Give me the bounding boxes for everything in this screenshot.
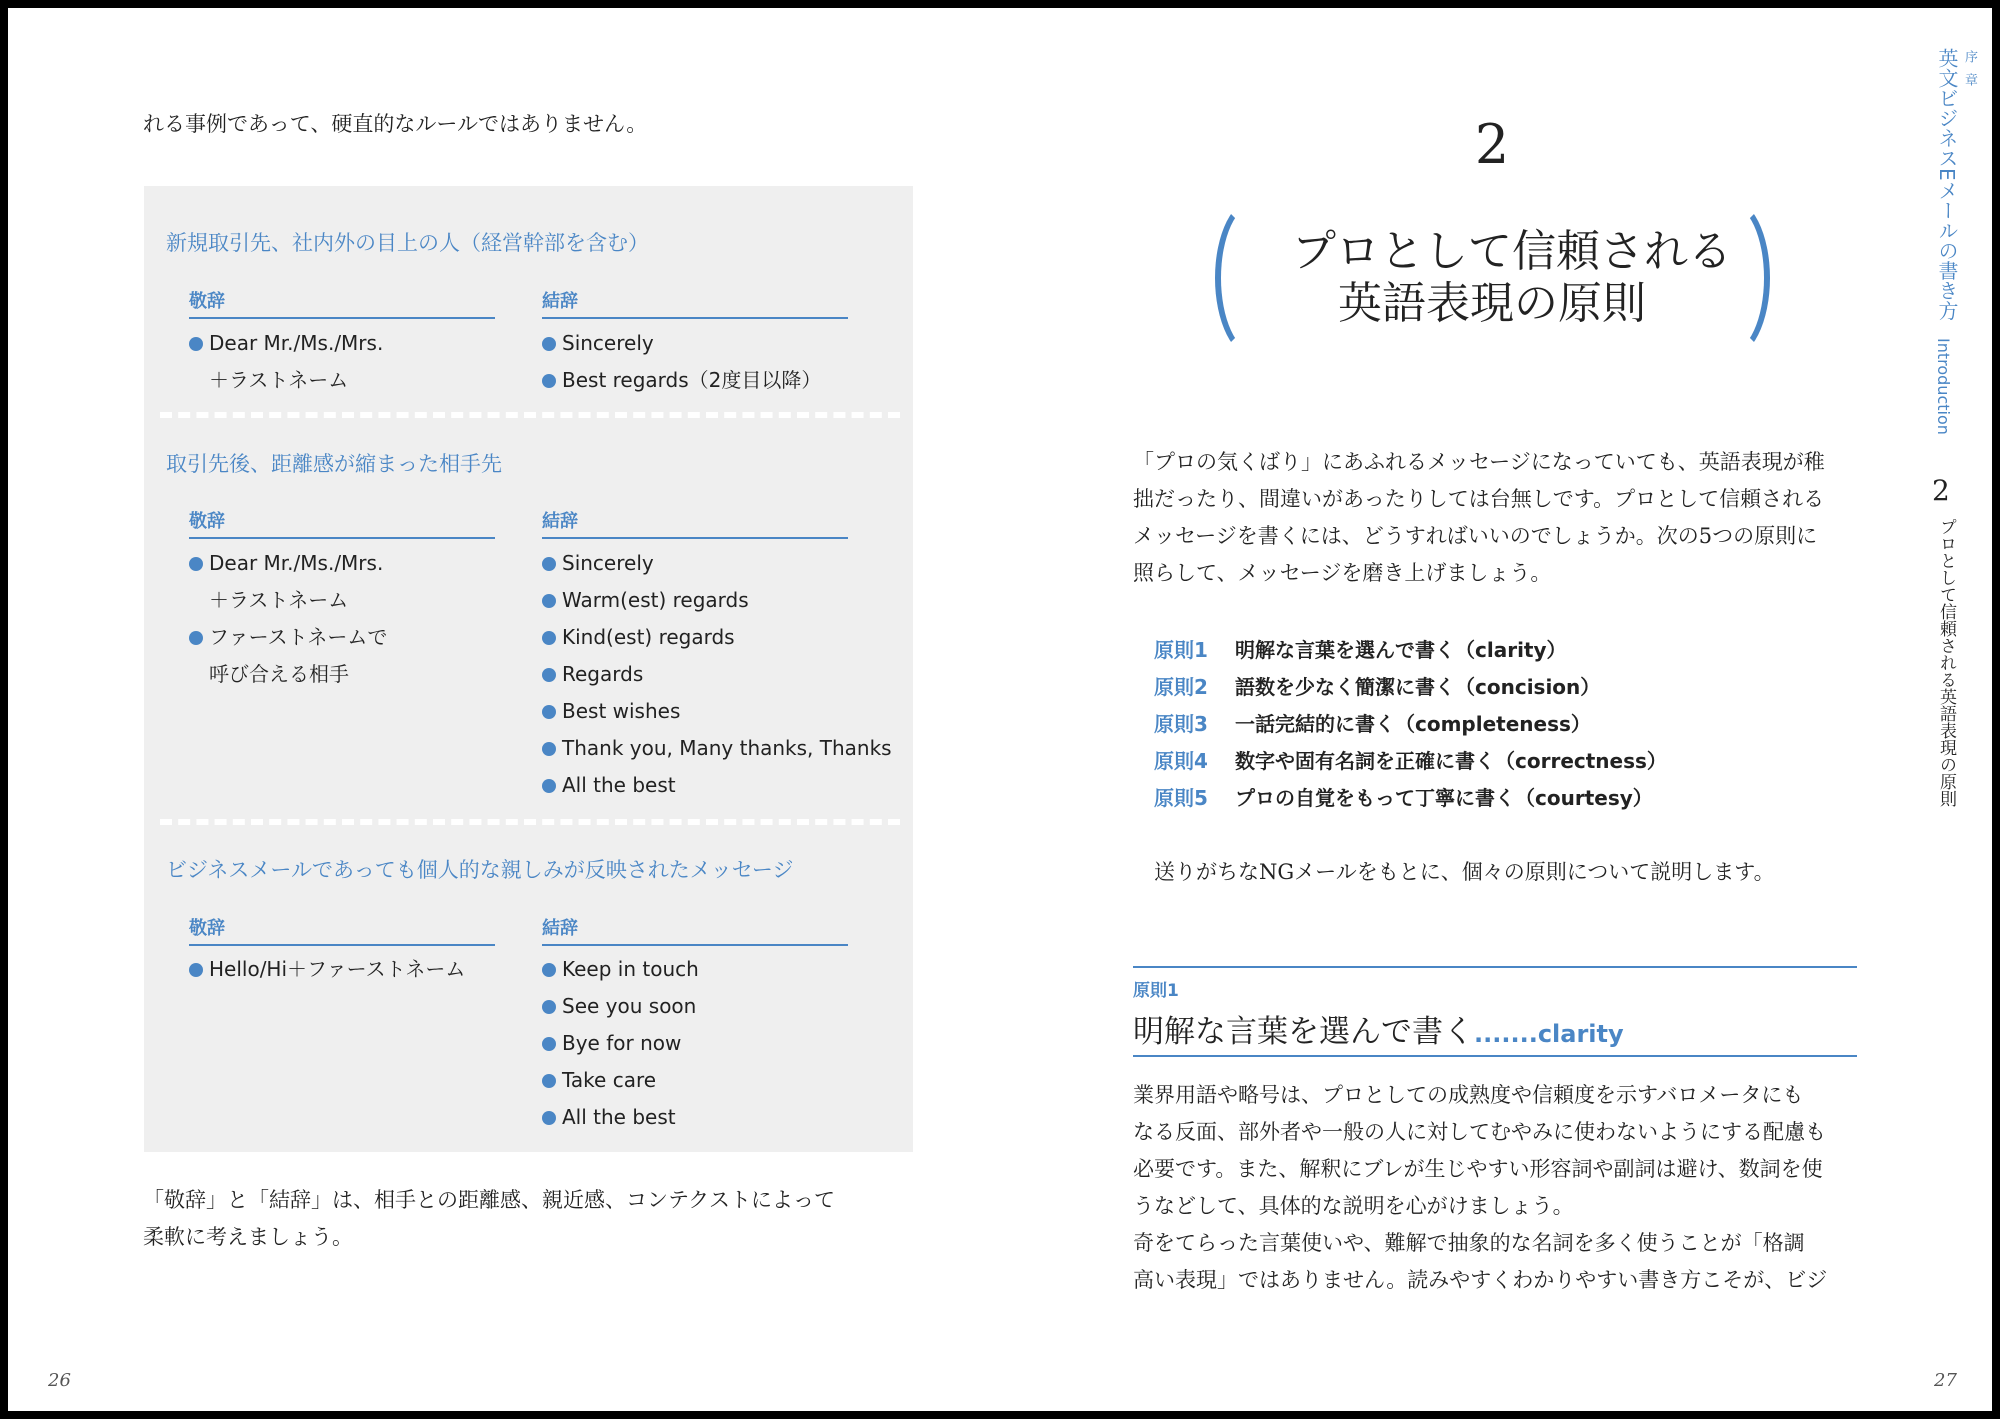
list-item-text: All the best xyxy=(562,1105,676,1129)
intro-text: れる事例であって、硬直的なルールではありません。 xyxy=(143,112,648,136)
column-header-keiji: 敬辞 xyxy=(189,507,495,539)
column-header-ketsuji: 結辞 xyxy=(542,507,848,539)
outro-line-2: 柔軟に考えましょう。 xyxy=(143,1225,353,1249)
bullet-icon xyxy=(542,1037,556,1051)
salutation-list xyxy=(189,951,465,988)
principle-text: 明解な言葉を選んで書く（clarity） xyxy=(1235,638,1567,662)
section-heading-text: 明解な言葉を選んで書く xyxy=(1133,1014,1474,1050)
list-item-text: Keep in touch xyxy=(562,957,699,981)
list-item-text: Best wishes xyxy=(562,699,681,723)
list-item xyxy=(189,545,387,582)
right-page xyxy=(1000,8,1992,1411)
list-item-text: Dear Mr./Ms./Mrs. xyxy=(209,331,384,355)
list-item-text: ファーストネームで xyxy=(209,625,388,649)
list-item xyxy=(189,619,387,656)
list-item-text: Best regards（2度目以降） xyxy=(562,368,822,392)
list-item-text: All the best xyxy=(562,773,676,797)
principle-label: 原則5 xyxy=(1154,786,1208,810)
principle-item xyxy=(1154,669,1667,706)
intro-line: 拙だったり、間違いがあったりしては台無しです。プロとして信頼される xyxy=(1133,487,1825,511)
principle-text: 一話完結的に書く（completeness） xyxy=(1235,712,1591,736)
left-page xyxy=(8,8,1000,1411)
list-item xyxy=(542,325,821,362)
list-item xyxy=(189,325,383,362)
section-heading: 新規取引先、社内外の目上の人（経営幹部を含む） xyxy=(166,231,649,255)
left-paren-decoration xyxy=(1215,198,1295,358)
side-book-section: 英文ビジネスEメールの書き方 xyxy=(1935,48,1959,321)
bullet-icon xyxy=(542,557,556,571)
section-label: 原則1 xyxy=(1133,981,1179,1001)
list-item xyxy=(189,362,383,399)
body-line: うなどして、具体的な説明を心がけましょう。 xyxy=(1133,1194,1574,1218)
list-item-text: 呼び合える相手 xyxy=(209,662,349,686)
list-item xyxy=(542,1025,699,1062)
list-item-text: ＋ラストネーム xyxy=(209,368,349,392)
principle-label: 原則4 xyxy=(1154,749,1208,773)
salutation-list xyxy=(189,545,387,693)
list-item-text: See you soon xyxy=(562,994,697,1018)
list-item xyxy=(542,730,892,767)
list-item xyxy=(542,656,892,693)
list-item-text: Regards xyxy=(562,662,644,686)
column-header-ketsuji: 結辞 xyxy=(542,914,848,946)
principle-text: 数字や固有名詞を正確に書く（correctness） xyxy=(1235,749,1667,773)
bullet-icon xyxy=(542,779,556,793)
body-line: 業界用語や略号は、プロとしての成熟度や信頼度を示すバロメータにも xyxy=(1133,1083,1804,1107)
closing-list xyxy=(542,325,821,399)
bullet-icon xyxy=(542,705,556,719)
bullet-icon xyxy=(542,374,556,388)
bullet-icon xyxy=(542,963,556,977)
list-item xyxy=(189,951,465,988)
body-line: なる反面、部外者や一般の人に対してむやみに使わないようにする配慮も xyxy=(1133,1120,1826,1144)
bullet-icon xyxy=(542,337,556,351)
bullet-icon xyxy=(189,963,203,977)
list-item xyxy=(542,362,821,399)
bullet-icon xyxy=(542,1074,556,1088)
section-heading xyxy=(1133,1006,1857,1057)
principles-list xyxy=(1154,632,1667,817)
list-item xyxy=(542,545,892,582)
list-item xyxy=(542,582,892,619)
divider xyxy=(160,819,900,825)
intro-line: 「プロの気くばり」にあふれるメッセージになっていても、英語表現が稚 xyxy=(1133,450,1825,474)
principle-item xyxy=(1154,743,1667,780)
principle-label: 原則3 xyxy=(1154,712,1208,736)
outro-line-1: 「敬辞」と「結辞」は、相手との距離感、親近感、コンテクストによって xyxy=(143,1188,835,1212)
list-item xyxy=(542,693,892,730)
bullet-icon xyxy=(542,631,556,645)
closing-list xyxy=(542,951,699,1136)
list-item xyxy=(542,619,892,656)
chapter-title xyxy=(1292,226,1732,330)
summary-text: 送りがちなNGメールをもとに、個々の原則について説明します。 xyxy=(1154,860,1775,884)
section-heading: ビジネスメールであっても個人的な親しみが反映されたメッセージ xyxy=(166,858,794,882)
list-item xyxy=(189,656,387,693)
intro-paragraph xyxy=(1133,444,1825,592)
list-item xyxy=(542,951,699,988)
column-header-ketsuji: 結辞 xyxy=(542,287,848,319)
body-line: 奇をてらった言葉使いや、難解で抽象的な名詞を多く使うことが「格調 xyxy=(1133,1231,1805,1255)
list-item xyxy=(542,767,892,804)
bullet-icon xyxy=(542,1111,556,1125)
list-item xyxy=(542,1062,699,1099)
section-heading-en: .......clarity xyxy=(1474,1020,1624,1048)
section-body xyxy=(1133,1077,1827,1299)
list-item xyxy=(189,582,387,619)
list-item-text: Sincerely xyxy=(562,331,654,355)
list-item-text: Hello/Hi＋ファーストネーム xyxy=(209,957,466,981)
salutation-list xyxy=(189,325,383,399)
intro-line: メッセージを書くには、どうすればいいのでしょうか。次の5つの原則に xyxy=(1133,524,1818,548)
side-chapter: 序章 xyxy=(1962,50,1977,96)
list-item-text: Sincerely xyxy=(562,551,654,575)
section-heading: 取引先後、距離感が縮まった相手先 xyxy=(166,452,502,476)
column-header-keiji: 敬辞 xyxy=(189,287,495,319)
body-line: 必要です。また、解釈にブレが生じやすい形容詞や副詞は避け、数詞を使 xyxy=(1133,1157,1823,1181)
section-rule xyxy=(1133,966,1857,968)
list-item-text: Kind(est) regards xyxy=(562,625,735,649)
bullet-icon xyxy=(542,668,556,682)
list-item-text: Bye for now xyxy=(562,1031,682,1055)
page-number: 26 xyxy=(48,1370,71,1391)
principle-label: 原則1 xyxy=(1154,638,1208,662)
side-number: 2 xyxy=(1932,474,1950,507)
right-paren-decoration xyxy=(1690,198,1770,358)
list-item-text: Thank you, Many thanks, Thanks xyxy=(562,736,892,760)
list-item-text: ＋ラストネーム xyxy=(209,588,349,612)
bullet-icon xyxy=(189,631,203,645)
principle-text: 語数を少なく簡潔に書く（concision） xyxy=(1235,675,1601,699)
bullet-icon xyxy=(189,337,203,351)
salutation-table xyxy=(144,186,913,1152)
title-line: 英語表現の原則 xyxy=(1338,278,1646,329)
principle-item xyxy=(1154,780,1667,817)
list-item xyxy=(542,1099,699,1136)
bullet-icon xyxy=(542,594,556,608)
list-item xyxy=(542,988,699,1025)
bullet-icon xyxy=(189,557,203,571)
list-item-text: Take care xyxy=(562,1068,657,1092)
principle-text: プロの自覚をもって丁寧に書く（courtesy） xyxy=(1235,786,1653,810)
column-header-keiji: 敬辞 xyxy=(189,914,495,946)
bullet-icon xyxy=(542,742,556,756)
principle-item xyxy=(1154,632,1667,669)
principle-item xyxy=(1154,706,1667,743)
title-line: プロとして信頼される xyxy=(1292,226,1732,277)
side-book-section-en: Introduction xyxy=(1934,338,1953,435)
principle-label: 原則2 xyxy=(1154,675,1208,699)
chapter-number: 2 xyxy=(1474,113,1510,176)
list-item-text: Dear Mr./Ms./Mrs. xyxy=(209,551,384,575)
list-item-text: Warm(est) regards xyxy=(562,588,749,612)
divider xyxy=(160,412,900,418)
bullet-icon xyxy=(542,1000,556,1014)
side-topic: プロとして信頼される英語表現の原則 xyxy=(1936,518,1956,807)
intro-line: 照らして、メッセージを磨き上げましょう。 xyxy=(1133,561,1552,585)
page-number: 27 xyxy=(1934,1370,1957,1391)
closing-list xyxy=(542,545,892,804)
body-line: 高い表現」ではありません。読みやすくわかりやすい書き方こそが、ビジ xyxy=(1133,1268,1828,1292)
